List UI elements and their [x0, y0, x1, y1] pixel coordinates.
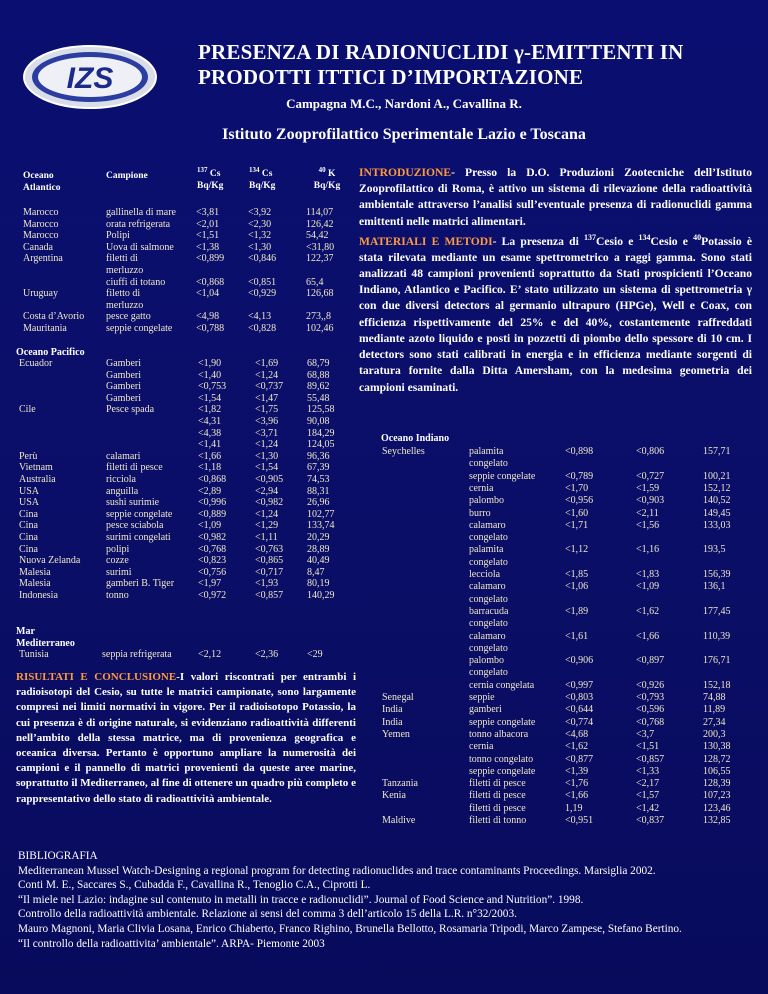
table-cell-sample: barracuda	[469, 605, 509, 617]
table-cell-country: Uruguay	[23, 288, 58, 300]
table-cell-sample: surimi congelati	[106, 532, 171, 543]
table-cell-country: Perù	[19, 450, 38, 462]
table-cell-cs137: <0,788	[196, 323, 225, 334]
table-cell-cs134: <3,92	[248, 207, 272, 218]
table-cell-cs137: <1,70	[565, 482, 589, 494]
table-cell-sample: calamaro	[469, 630, 506, 642]
table-cell-sample: palombo	[469, 655, 504, 667]
table-cell-cs134: <0,851	[248, 276, 277, 288]
table-cell-sample: Gamberi	[106, 381, 141, 393]
table-cell-cs134: <0,846	[248, 253, 277, 265]
label-indian: Oceano Indiano	[381, 433, 450, 444]
table-cell-cs134: <1,56	[636, 519, 660, 531]
table-cell-cs134: <0,806	[636, 446, 665, 457]
table-cell-sample: Pesce spada	[106, 404, 155, 416]
table-cell-cs137: <4,38	[198, 427, 222, 439]
table-cell-sample: congelato	[469, 618, 508, 630]
table-cell-country: Mauritania	[23, 323, 67, 334]
table-cell-sample: palamita	[469, 544, 504, 556]
table-cell-sample: congelato	[469, 667, 508, 679]
table-cell-cs134: <0,865	[255, 555, 284, 567]
table-cell-cs137: <1,54	[198, 392, 222, 404]
bibliography-entries	[18, 864, 756, 952]
table-cell-k40: <31,80	[306, 241, 335, 253]
sup-134: 134	[638, 232, 651, 242]
table-cell-cs134: <4,13	[248, 311, 272, 323]
label-med-2: Mediterraneo	[16, 638, 75, 649]
bibliography-title: BIBLIOGRAFIA	[18, 850, 98, 862]
authors: Campagna M.C., Nardoni A., Cavallina R.	[286, 96, 522, 111]
table-cell-k40: 80,19	[307, 578, 330, 590]
table-cell-sample: filetti di pesce	[469, 778, 526, 790]
table-cell-cs137: <1,66	[565, 790, 589, 802]
table-cell-cs134: <0,929	[248, 288, 277, 300]
table-cell-country: Malesia	[19, 578, 51, 590]
table-cell-cs137: <1,12	[565, 544, 589, 556]
table-cell-cs137: <0,899	[196, 253, 225, 265]
table-cell-cs134: <2,11	[636, 507, 659, 519]
table-cell-sample: tonno albacora	[469, 728, 529, 740]
table-cell-cs137: <1,51	[196, 230, 220, 242]
table-cell-sample: surimi	[106, 566, 132, 578]
table-cell-cs137: <0,803	[565, 692, 594, 703]
table-cell-cs137: <1,76	[565, 778, 589, 790]
label-med-1: Mar	[16, 626, 35, 637]
table-cell-sample: calamaro	[469, 519, 506, 531]
table-cell-cs137: <0,996	[198, 497, 227, 509]
table-cell-cs137: <1,97	[198, 578, 222, 590]
svg-text:IZS: IZS	[66, 62, 114, 95]
table-cell-cs137: <1,62	[565, 741, 589, 753]
bibliography-entry: Controllo della radioattività ambientale. Relazione ai sensi del comma 3 dell’articolo 15 della L.R. n°32/2003.	[18, 908, 517, 921]
table-cell-cs137: <0,889	[198, 508, 227, 520]
table-cell-cs137: <4,68	[565, 728, 589, 740]
table-cell-k40: 110,39	[703, 630, 731, 642]
table-cell-k40: 102,77	[307, 508, 335, 520]
table-cell-cs134: <0,737	[255, 381, 284, 393]
methods-text-c: Cesio e	[650, 234, 694, 248]
table-cell-cs134: <1,47	[255, 392, 279, 404]
table-cell-cs137: <0,768	[198, 543, 227, 555]
sup-137: 137	[583, 232, 596, 242]
table-cell-cs134: <1,11	[255, 532, 278, 543]
table-cell-sample: gamberi	[469, 704, 502, 716]
table-cell-country: Marocco	[23, 230, 59, 242]
table-cell-cs137: <0,906	[565, 655, 594, 667]
table-cell-k40: 149,45	[703, 507, 731, 519]
table-cell-sample: burro	[469, 507, 491, 519]
table-cell-cs134: <3,71	[255, 427, 279, 439]
table-cell-cs134: <1,69	[255, 358, 279, 369]
table-cell-cs137: <0,898	[565, 446, 594, 457]
table-cell-cs137: <0,756	[198, 566, 227, 578]
table-cell-country: Nuova Zelanda	[19, 555, 81, 567]
table-cell-cs137: <0,877	[565, 753, 594, 765]
table-cell-sample: gallinella di mare	[106, 207, 176, 218]
intro-body: - Presso la D.O. Produzioni Zootecniche dell’Istituto Zooprofilattico di Roma, è attivo un sistema di rilevazione della radioattività ambientale attraverso l’analisi sull’eventuale presenza di radionuclidi gamma emittenti nelle matrici alimentari.	[359, 166, 752, 228]
table-cell-cs134: <0,828	[248, 323, 277, 334]
table-cell-cs137: <0,644	[565, 704, 594, 716]
table-cell-sample: cernia congelata	[469, 679, 535, 691]
table-cell-k40: 176,71	[703, 655, 731, 667]
table-cell-sample: seppie	[469, 692, 495, 703]
table-cell-k40: 89,62	[307, 381, 330, 393]
table-cell-sample: seppie congelate	[106, 323, 173, 334]
table-cell-cs137: <1,85	[565, 569, 589, 580]
table-cell-cs134: <1,32	[248, 230, 272, 242]
table-cell-k40: <29	[307, 649, 323, 660]
table-cell-k40: 106,55	[703, 765, 731, 777]
table-cell-k40: 125,58	[307, 404, 335, 416]
table-cell-cs137: <0,789	[565, 470, 594, 482]
table-cell-country: Cina	[19, 532, 38, 543]
table-cell-country: Kenia	[382, 790, 406, 802]
table-cell-cs137: <0,823	[198, 555, 227, 567]
table-cell-cs134: <1,42	[636, 802, 660, 814]
table-cell-cs134: <2,36	[255, 649, 279, 660]
table-cell-sample: palamita	[469, 446, 504, 457]
table-cell-sample: filetto di	[106, 288, 141, 300]
table-cell-country: India	[382, 716, 403, 728]
table-cell-country: Marocco	[23, 207, 59, 218]
table-cell-country: Ecuador	[19, 358, 53, 369]
table-cell-country: Senegal	[382, 692, 414, 703]
table-cell-cs134: <0,596	[636, 704, 665, 716]
table-cell-k40: 67,39	[307, 462, 330, 474]
table-cell-sample: Uova di salmone	[106, 241, 174, 253]
table-cell-cs137: 1,19	[565, 802, 583, 814]
table-cell-cs134: <0,837	[636, 815, 665, 826]
table-cell-cs137: <1,38	[196, 241, 220, 253]
table-cell-sample: pesce gatto	[106, 311, 151, 323]
table-cell-k40: 126,42	[306, 218, 334, 230]
header-ocean-atlantic: Oceano Atlantico	[23, 171, 61, 193]
table-cell-k40: 11,89	[703, 704, 726, 716]
bibliography	[18, 849, 756, 951]
table-cell-sample: seppie congelate	[106, 508, 173, 520]
table-cell-k40: 100,21	[703, 470, 731, 482]
header-cs134: $^{134}$ Cs Bq/Kg	[249, 166, 276, 191]
table-cell-k40: 20,29	[307, 532, 330, 543]
table-cell-cs137: <1,82	[198, 404, 222, 416]
table-cell-sample: Gamberi	[106, 369, 141, 381]
table-cell-country: Seychelles	[382, 446, 425, 457]
table-cell-cs134: <0,793	[636, 692, 665, 703]
table-cell-cs134: <1,57	[636, 790, 660, 802]
table-cell-sample: congelato	[469, 556, 508, 568]
table-cell-sample: calamaro	[469, 581, 506, 593]
table-cell-sample: seppia refrigerata	[102, 649, 172, 660]
table-cell-k40: 96,36	[307, 450, 330, 462]
table-cell-cs134: <1,16	[636, 544, 660, 556]
sup-40: 40	[693, 232, 702, 242]
header-k40: $^{40}$ K Bq/Kg	[313, 166, 341, 191]
table-cell-k40: 40,49	[307, 555, 330, 567]
table-cell-k40: 102,46	[306, 323, 334, 334]
table-cell-k40: 132,85	[703, 815, 731, 826]
table-cell-sample: Gamberi	[106, 358, 141, 369]
table-cell-cs134: <1,75	[255, 404, 279, 416]
table-cell-k40: 68,79	[307, 358, 330, 369]
table-cell-cs134: <0,897	[636, 655, 665, 667]
table-cell-sample: tonno congelato	[469, 753, 534, 765]
table-cell-cs137: <0,774	[565, 716, 594, 728]
table-cell-cs137: <0,982	[198, 532, 227, 543]
results-label: RISULTATI E CONCLUSIONE	[16, 671, 177, 683]
table-cell-sample: seppie congelate	[469, 716, 536, 728]
table-cell-k40: 136,1	[703, 581, 726, 593]
table-cell-sample: lecciola	[469, 569, 501, 580]
table-cell-sample: cozze	[106, 555, 129, 567]
table-cell-country: Tunisia	[19, 649, 49, 660]
table-cell-cs134: <2,94	[255, 485, 279, 497]
table-cell-cs137: <0,972	[198, 590, 227, 601]
table-cell-cs134: <1,09	[636, 581, 660, 593]
table-cell-k40: 133,74	[307, 520, 335, 532]
table-cell-cs137: <1,39	[565, 765, 589, 777]
table-cell-k40: 122,37	[306, 253, 334, 265]
table-cell-cs134: <1,54	[255, 462, 279, 474]
table-cell-country: Vietnam	[19, 462, 53, 474]
table-cell-sample: palombo	[469, 495, 504, 507]
table-cell-cs134: <3,7	[636, 728, 655, 740]
table-cell-cs134: <1,66	[636, 630, 660, 642]
table-cell-country: Maldive	[382, 815, 416, 826]
table-cell-cs137: <2,12	[198, 649, 222, 660]
table-cell-cs134: <0,857	[636, 753, 665, 765]
table-cell-cs134: <1,93	[255, 578, 279, 590]
results-body: -I valori riscontrati per entrambi i radioisotopi del Cesio, su tutte le matrici campionate, sono largamente compresi nei limiti normativi in vigore. Per il radioisotopo Potassio, la cui presenza è di origine naturale, si evidenziano radioattività differenti nell’ambito della stessa matrice, ma di provenienza geografica e oceanica diversa. Pertanto è opportuno ampliare la numerosità dei campioni e il pannello di matrici provenienti da queste aree marine, soprattutto il Mediterraneo, al fine di ottenere un quadro più completo e rappresentativo dello stato di radioattività ambientale.	[16, 671, 356, 805]
table-cell-k40: 200,3	[703, 728, 726, 740]
table-cell-k40: 74,53	[307, 474, 330, 485]
table-cell-k40: 128,39	[703, 778, 731, 790]
table-cell-cs137: <0,753	[198, 381, 227, 393]
table-cell-k40: 128,72	[703, 753, 731, 765]
bibliography-entry: “Il controllo della radioattivita’ ambientale”. ARPA- Piemonte 2003	[18, 937, 325, 950]
table-cell-cs137: <1,61	[565, 630, 589, 642]
table-cell-cs134: <2,17	[636, 778, 660, 790]
table-cell-cs137: <1,09	[198, 520, 222, 532]
table-cell-k40: 130,38	[703, 741, 731, 753]
table-cell-cs137: <3,81	[196, 207, 220, 218]
institute: Istituto Zooprofilattico Sperimentale Lazio e Toscana	[222, 126, 586, 143]
bibliography-entry: “Il miele nel Lazio: indagine sul contenuto in metalli in tracce e radionuclidi”. Journal of Food Science and Nutrition”. 1998.	[18, 893, 584, 906]
table-cell-k40: 68,88	[307, 369, 330, 381]
table-cell-sample: polipi	[106, 543, 130, 555]
table-cell-k40: 157,71	[703, 446, 731, 457]
table-cell-k40: 107,23	[703, 790, 731, 802]
table-cell-k40: 133,03	[703, 519, 731, 531]
table-cell-sample: ricciola	[106, 474, 136, 485]
table-cell-country: Costa d’Avorio	[23, 311, 85, 323]
table-cell-country: Argentina	[23, 253, 63, 265]
table-cell-sample: filetti di pesce	[469, 790, 526, 802]
table-cell-sample: merluzzo	[106, 265, 144, 276]
table-cell-k40: 74,88	[703, 692, 726, 703]
table-cell-country: Cina	[19, 508, 38, 520]
table-cell-k40: 26,96	[307, 497, 330, 509]
table-cell-cs134: <3,96	[255, 416, 279, 427]
methods-text-b: Cesio e	[595, 234, 639, 248]
table-cell-k40: 8,47	[307, 566, 325, 578]
table-cell-k40: 27,34	[703, 716, 726, 728]
methods-text-d: Potassio è stata rilevata mediante un esame spettrometrico a raggi gamma. Sono stati analizzati 48 campioni provenienti soprattutto da Stati prospicienti l’Oceano Indiano, Atlantico e Pacifico. E’ stato utilizzato un sistema di spettrometria γ con due diversi detectors al germanio ultrapuro (HPGe), Well e Coax, con efficienza rispettivamente del 25% e del 40%, costantemente raffreddati mediante azoto liquido e posti in pozzetti di piombo dello spessore di 10 cm. I detectors sono stati calibrati in energia e in efficienza mediante sorgenti di taratura fornite dalla Ditta Amersham, con la medesima geometria dei campioni esaminati.	[359, 234, 753, 394]
table-cell-k40: 152,18	[703, 679, 731, 691]
table-cell-cs134: <1,51	[636, 741, 660, 753]
table-cell-cs137: <1,90	[198, 358, 222, 369]
table-cell-k40: 184,29	[307, 427, 335, 439]
table-cell-cs137: <1,18	[198, 462, 222, 474]
table-cell-cs134: <1,30	[248, 241, 272, 253]
table-cell-sample: calamari	[106, 450, 141, 462]
table-cell-cs134: <2,30	[248, 218, 272, 230]
table-cell-k40: 193,5	[703, 544, 726, 556]
table-cell-sample: merluzzo	[106, 299, 144, 311]
table-cell-cs134: <1,33	[636, 765, 660, 777]
table-cell-cs137: <1,71	[565, 519, 589, 531]
table-cell-cs137: <4,31	[198, 416, 222, 427]
table-cell-sample: filetti di pesce	[469, 802, 526, 814]
table-cell-sample: Polipi	[106, 230, 130, 242]
title-line-2: PRODOTTI ITTICI D’IMPORTAZIONE	[198, 65, 584, 89]
methods-text-a: - La presenza di	[492, 234, 584, 248]
table-cell-k40: 65,4	[306, 276, 324, 288]
bibliography-entry: Mediterranean Mussel Watch-Designing a regional program for detecting radionuclides and trace contaminants Proceedings. Marsiglia 2002.	[18, 864, 656, 877]
table-cell-sample: congelato	[469, 458, 508, 470]
title-line-1: PRESENZA DI RADIONUCLIDI γ-EMITTENTI IN	[198, 40, 684, 64]
table-cell-sample: seppie congelate	[469, 765, 536, 777]
table-cell-cs137: <1,06	[565, 581, 589, 593]
table-cell-sample: sushi surimie	[106, 497, 160, 509]
bibliography-entry: Mauro Magnoni, Maria Clivia Losana, Enrico Chiaberto, Franco Righino, Brunella Bellotto, Rosamaria Tripodi, Marco Zampese, Stefano Bertino.	[18, 922, 682, 935]
table-cell-cs137: <0,868	[198, 474, 227, 485]
table-cell-cs134: <0,857	[255, 590, 284, 601]
intro-label: INTRODUZIONE	[359, 166, 452, 179]
table-cell-country: USA	[19, 485, 40, 497]
table-cell-cs137: <0,997	[565, 679, 594, 691]
table-cell-sample: filetti di	[106, 253, 138, 265]
table-cell-cs134: <1,24	[255, 369, 279, 381]
methods-label: MATERIALI E METODI	[359, 234, 493, 248]
table-cell-cs137: <1,04	[196, 288, 220, 300]
table-cell-country: Cina	[19, 543, 38, 555]
table-cell-cs134: <1,24	[255, 508, 279, 520]
table-cell-cs134: <0,768	[636, 716, 665, 728]
table-cell-k40: 156,39	[703, 569, 731, 580]
table-cell-country: Yemen	[382, 728, 410, 740]
label-pacific: Oceano Pacifico	[16, 347, 85, 358]
table-cell-k40: 140,29	[307, 590, 335, 601]
table-cell-cs134: <0,926	[636, 679, 665, 691]
table-cell-sample: anguilla	[106, 485, 139, 497]
table-cell-cs134: <1,83	[636, 569, 660, 580]
table-cell-k40: 140,52	[703, 495, 731, 507]
table-cell-k40: 177,45	[703, 605, 731, 617]
bibliography-entry: Conti M. E., Saccares S., Cubadda F., Cavallina R., Tenoglio C.A., Ciprotti L.	[18, 879, 371, 892]
table-cell-cs137: <4,98	[196, 311, 220, 323]
table-cell-cs137: <0,951	[565, 815, 594, 826]
table-cell-k40: 126,68	[306, 288, 334, 300]
table-cell-country: Tanzania	[382, 778, 418, 790]
table-cell-country: Australia	[19, 474, 56, 485]
table-cell-cs134: <0,903	[636, 495, 665, 507]
table-cell-sample: pesce sciabola	[106, 520, 164, 532]
table-cell-cs134: <1,59	[636, 482, 660, 494]
table-cell-country: Cile	[19, 404, 36, 416]
table-cell-k40: 88,31	[307, 485, 330, 497]
table-cell-country: Cina	[19, 520, 38, 532]
table-cell-k40: 152,12	[703, 482, 731, 494]
table-cell-cs137: <1,41	[198, 439, 222, 451]
table-cell-sample: cernia	[469, 482, 494, 494]
table-cell-sample: gamberi B. Tiger	[106, 578, 175, 590]
table-cell-cs134: <1,30	[255, 450, 279, 462]
table-cell-sample: filetti di tonno	[469, 815, 527, 826]
table-cell-k40: 28,89	[307, 543, 330, 555]
table-cell-cs134: <1,29	[255, 520, 279, 532]
table-cell-cs137: <2,89	[198, 485, 222, 497]
table-cell-cs134: <0,905	[255, 474, 284, 485]
table-cell-k40: 124,05	[307, 439, 335, 451]
table-cell-sample: congelato	[469, 532, 508, 544]
table-cell-sample: orata refrigerata	[106, 218, 171, 230]
table-cell-sample: filetti di pesce	[106, 462, 163, 474]
table-cell-k40: 55,48	[307, 392, 330, 404]
table-cell-sample: ciuffi di totano	[106, 276, 166, 288]
table-cell-country: Malesia	[19, 566, 51, 578]
table-cell-cs137: <0,956	[565, 495, 594, 507]
table-cell-cs134: <0,727	[636, 470, 665, 482]
table-cell-cs134: <0,982	[255, 497, 284, 509]
table-cell-k40: 54,42	[306, 230, 329, 242]
table-cell-cs137: <1,60	[565, 507, 589, 519]
table-cell-k40: 273,,8	[306, 311, 331, 323]
table-cell-sample: cernia	[469, 741, 494, 753]
table-cell-country: Indonesia	[19, 590, 58, 601]
table-cell-country: USA	[19, 497, 40, 509]
table-cell-cs134: <0,763	[255, 543, 284, 555]
table-cell-country: India	[382, 704, 403, 716]
header-cs137: $^{137}$ Cs Bq/Kg	[197, 166, 224, 191]
table-cell-cs134: <1,24	[255, 439, 279, 451]
table-cell-cs137: <2,01	[196, 218, 220, 230]
table-cell-cs137: <1,89	[565, 605, 589, 617]
table-cell-cs137: <1,66	[198, 450, 222, 462]
table-cell-sample: tonno	[106, 590, 129, 601]
table-cell-country: Canada	[23, 241, 53, 253]
table-cell-country: Marocco	[23, 218, 59, 230]
table-cell-cs137: <0,868	[196, 276, 225, 288]
table-cell-sample: congelato	[469, 593, 508, 605]
table-cell-cs134: <0,717	[255, 566, 284, 578]
table-cell-sample: Gamberi	[106, 392, 141, 404]
table-cell-k40: 114,07	[306, 207, 334, 218]
table-cell-sample: seppie congelate	[469, 470, 536, 482]
table-cell-k40: 90,08	[307, 416, 330, 427]
results-text	[16, 670, 356, 807]
table-cell-sample: congelato	[469, 642, 508, 654]
table-cell-k40: 123,46	[703, 802, 731, 814]
header-sample: Campione	[106, 171, 148, 181]
table-cell-cs134: <1,62	[636, 605, 660, 617]
table-cell-cs137: <1,40	[198, 369, 222, 381]
